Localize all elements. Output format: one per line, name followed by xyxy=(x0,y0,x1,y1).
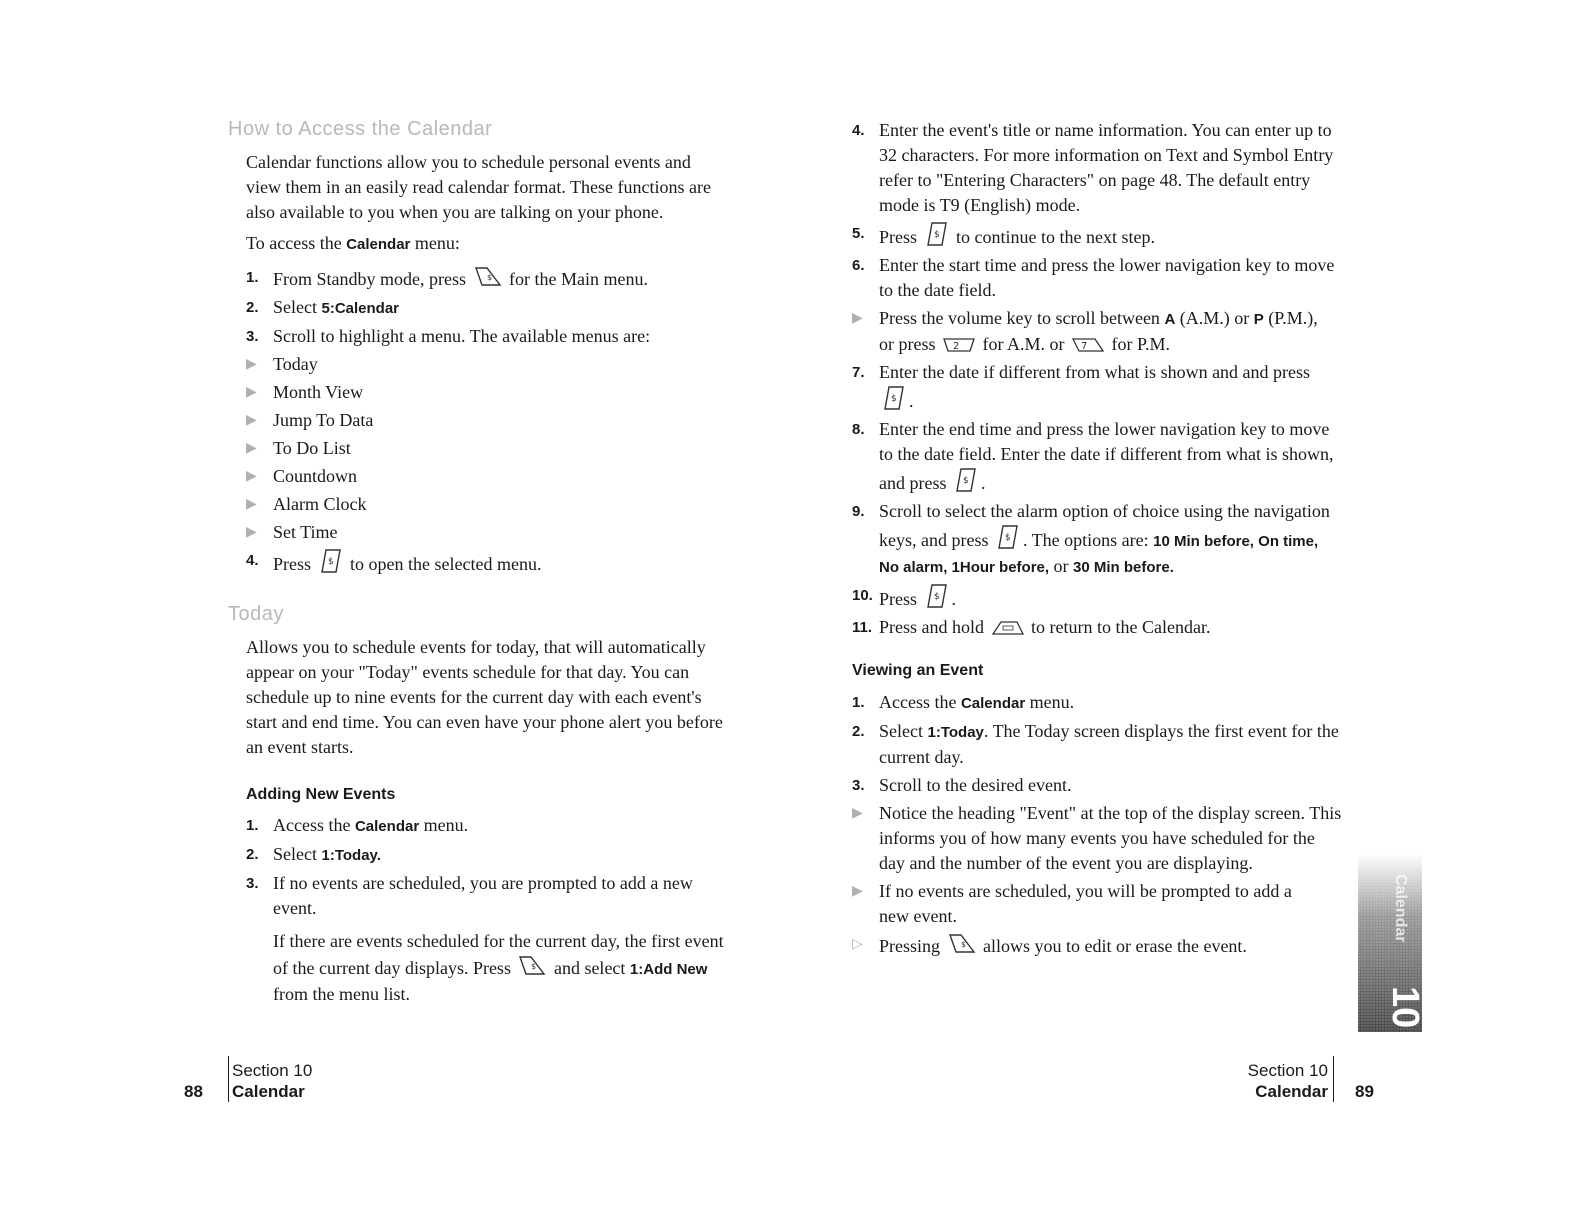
today-paragraph: Allows you to schedule events for today, that will automatically appear on your "Today" events schedule for that day. You can schedule up to nine events for the current day with each event's start and end time. You can even have your phone alert you before an event starts. xyxy=(246,637,723,757)
add-step-3: 3. If no events are scheduled, you are prompted to add a new event. xyxy=(246,873,693,918)
left-footer xyxy=(232,1060,312,1102)
step-4: 4. Press $ to open the selected menu. xyxy=(246,548,728,577)
list-item: ▶ Jump To Data xyxy=(246,408,728,433)
intro-paragraph: Calendar functions allow you to schedule personal events and view them in an easily read calendar format. These functions are also available to you when you are talking on your phone. xyxy=(246,152,711,222)
arrow-bullet-icon: ▶ xyxy=(246,385,257,400)
svg-text:$: $ xyxy=(960,940,966,949)
list-item: ▶ Month View xyxy=(246,380,728,405)
step-1: 1. From Standby mode, press $ for the Main menu. xyxy=(246,265,728,292)
ok-key-icon xyxy=(953,467,979,493)
step-10: 10. Press $ . xyxy=(852,583,1342,612)
list-item: ▶ Alarm Clock xyxy=(246,492,728,517)
step-6: 6. Enter the start time and press the lower navigation key to move to the date field. xyxy=(852,255,1335,300)
left-page-number: 88 xyxy=(184,1082,203,1101)
list-item: ▶ Today xyxy=(246,352,728,377)
svg-text:$: $ xyxy=(933,592,940,602)
view-step-3: 3. Scroll to the desired event. xyxy=(852,775,1072,795)
ok-key-icon xyxy=(881,385,907,411)
arrow-bullet-icon: ▶ xyxy=(246,525,257,540)
step-3: 3. Scroll to highlight a menu. The available menus are: xyxy=(246,326,651,346)
view-step-2: 2. Select 1:Today. The Today screen displays the first event for the current day. xyxy=(852,721,1339,767)
clear-key-icon xyxy=(991,619,1025,637)
volume-bullet: ▶ Press the volume key to scroll between A (A.M.) or P (P.M.), or press 2 for A.M. or 7 for P.M. xyxy=(852,306,1342,357)
left-page-content xyxy=(228,118,728,1013)
adding-events-heading: Adding New Events xyxy=(246,786,396,803)
step-2: 2. Select 5:Calendar xyxy=(246,297,400,317)
list-item: ▶ Set Time xyxy=(246,520,728,545)
svg-text:$: $ xyxy=(1004,533,1011,543)
step-7: 7. Enter the date if different from what is shown and and press $ . xyxy=(852,362,1311,411)
list-item: ▶ Countdown xyxy=(246,464,728,489)
access-line: To access the Calendar menu: xyxy=(246,233,460,253)
arrow-bullet-icon: ▶ xyxy=(246,497,257,512)
left-footer-name: Calendar xyxy=(232,1082,305,1101)
ok-key-icon xyxy=(318,548,344,574)
step-11: 11. Press and hold to return to the Calendar. xyxy=(852,617,1211,637)
left-footer-section: Section 10 xyxy=(232,1061,313,1080)
chapter-tab xyxy=(1358,854,1422,1032)
tab-label: Calendar xyxy=(1392,874,1409,943)
svg-text:$: $ xyxy=(327,557,334,567)
right-footer xyxy=(1228,1060,1328,1102)
arrow-bullet-icon: ▶ xyxy=(852,806,863,821)
list-item: ▶ If no events are scheduled, you will be prompted to add a new event. xyxy=(852,879,1292,929)
svg-text:$: $ xyxy=(933,230,940,240)
menu-key-icon xyxy=(517,954,547,978)
svg-text:$: $ xyxy=(891,394,897,404)
step-4-title: 4. Enter the event's title or name information. You can enter up to 32 characters. For more information on Text and Symbol Entry refer to "Entering Characters" on page 48. The default entry mode is T9 (English) mode. xyxy=(852,120,1334,215)
viewing-event-heading: Viewing an Event xyxy=(852,662,984,679)
menu-key-icon xyxy=(947,932,977,956)
ok-key-icon xyxy=(924,583,950,609)
svg-text:$: $ xyxy=(531,962,537,971)
add-step-2: 2. Select 1:Today. xyxy=(246,844,381,864)
left-footer-rule xyxy=(228,1056,229,1102)
svg-text:$: $ xyxy=(486,273,492,282)
right-footer-rule xyxy=(1333,1056,1334,1102)
tab-number: 10 xyxy=(1384,986,1422,1029)
view-step-1: 1. Access the Calendar menu. xyxy=(852,692,1075,712)
right-footer-section: Section 10 xyxy=(1247,1061,1328,1080)
list-item: ▶ Notice the heading "Event" at the top of the display screen. This informs you of how many events you have scheduled for the day and the number of the event you are displaying. xyxy=(852,801,1342,876)
section-title-today: Today xyxy=(228,603,284,625)
step-5: 5. Press $ to continue to the next step. xyxy=(852,221,1342,250)
arrow-bullet-icon: ▶ xyxy=(852,311,863,326)
right-page-number: 89 xyxy=(1355,1082,1374,1101)
right-page-content xyxy=(852,118,1342,962)
add-step-1: 1. Access the Calendar menu. xyxy=(246,815,469,835)
arrow-bullet-icon: ▶ xyxy=(246,441,257,456)
svg-text:$: $ xyxy=(962,476,969,486)
svg-text:7: 7 xyxy=(1081,341,1088,352)
right-footer-name: Calendar xyxy=(1255,1082,1328,1101)
ok-key-icon xyxy=(995,524,1021,550)
arrow-bullet-icon: ▶ xyxy=(852,884,863,899)
list-item: ▶ To Do List xyxy=(246,436,728,461)
menu-list xyxy=(228,352,728,545)
ok-key-icon xyxy=(924,221,950,247)
arrow-bullet-icon: ▷ xyxy=(852,937,863,952)
arrow-bullet-icon: ▶ xyxy=(246,469,257,484)
key-7-icon xyxy=(1071,336,1105,354)
key-2-icon xyxy=(942,336,976,354)
section-title-access: How to Access the Calendar xyxy=(228,118,493,140)
arrow-bullet-icon: ▶ xyxy=(246,357,257,372)
step-9: 9. Scroll to select the alarm option of choice using the navigation keys, and press $ . The options are: 10 Min before, On time, No alarm, 1Hour before, or 30 Min before. xyxy=(852,501,1330,576)
step-8: 8. Enter the end time and press the lower navigation key to move to the date field. Enter the date if different from what is shown, and press $ . xyxy=(852,419,1334,493)
menu-key-icon xyxy=(473,265,503,289)
add-step-3-note: If there are events scheduled for the current day, the first event of the current day displays. Press $ and select 1:Add New from the menu list. xyxy=(273,931,724,1004)
list-item: ▷ Pressing $ allows you to edit or erase the event. xyxy=(852,932,1342,959)
svg-text:2: 2 xyxy=(953,341,960,352)
arrow-bullet-icon: ▶ xyxy=(246,413,257,428)
